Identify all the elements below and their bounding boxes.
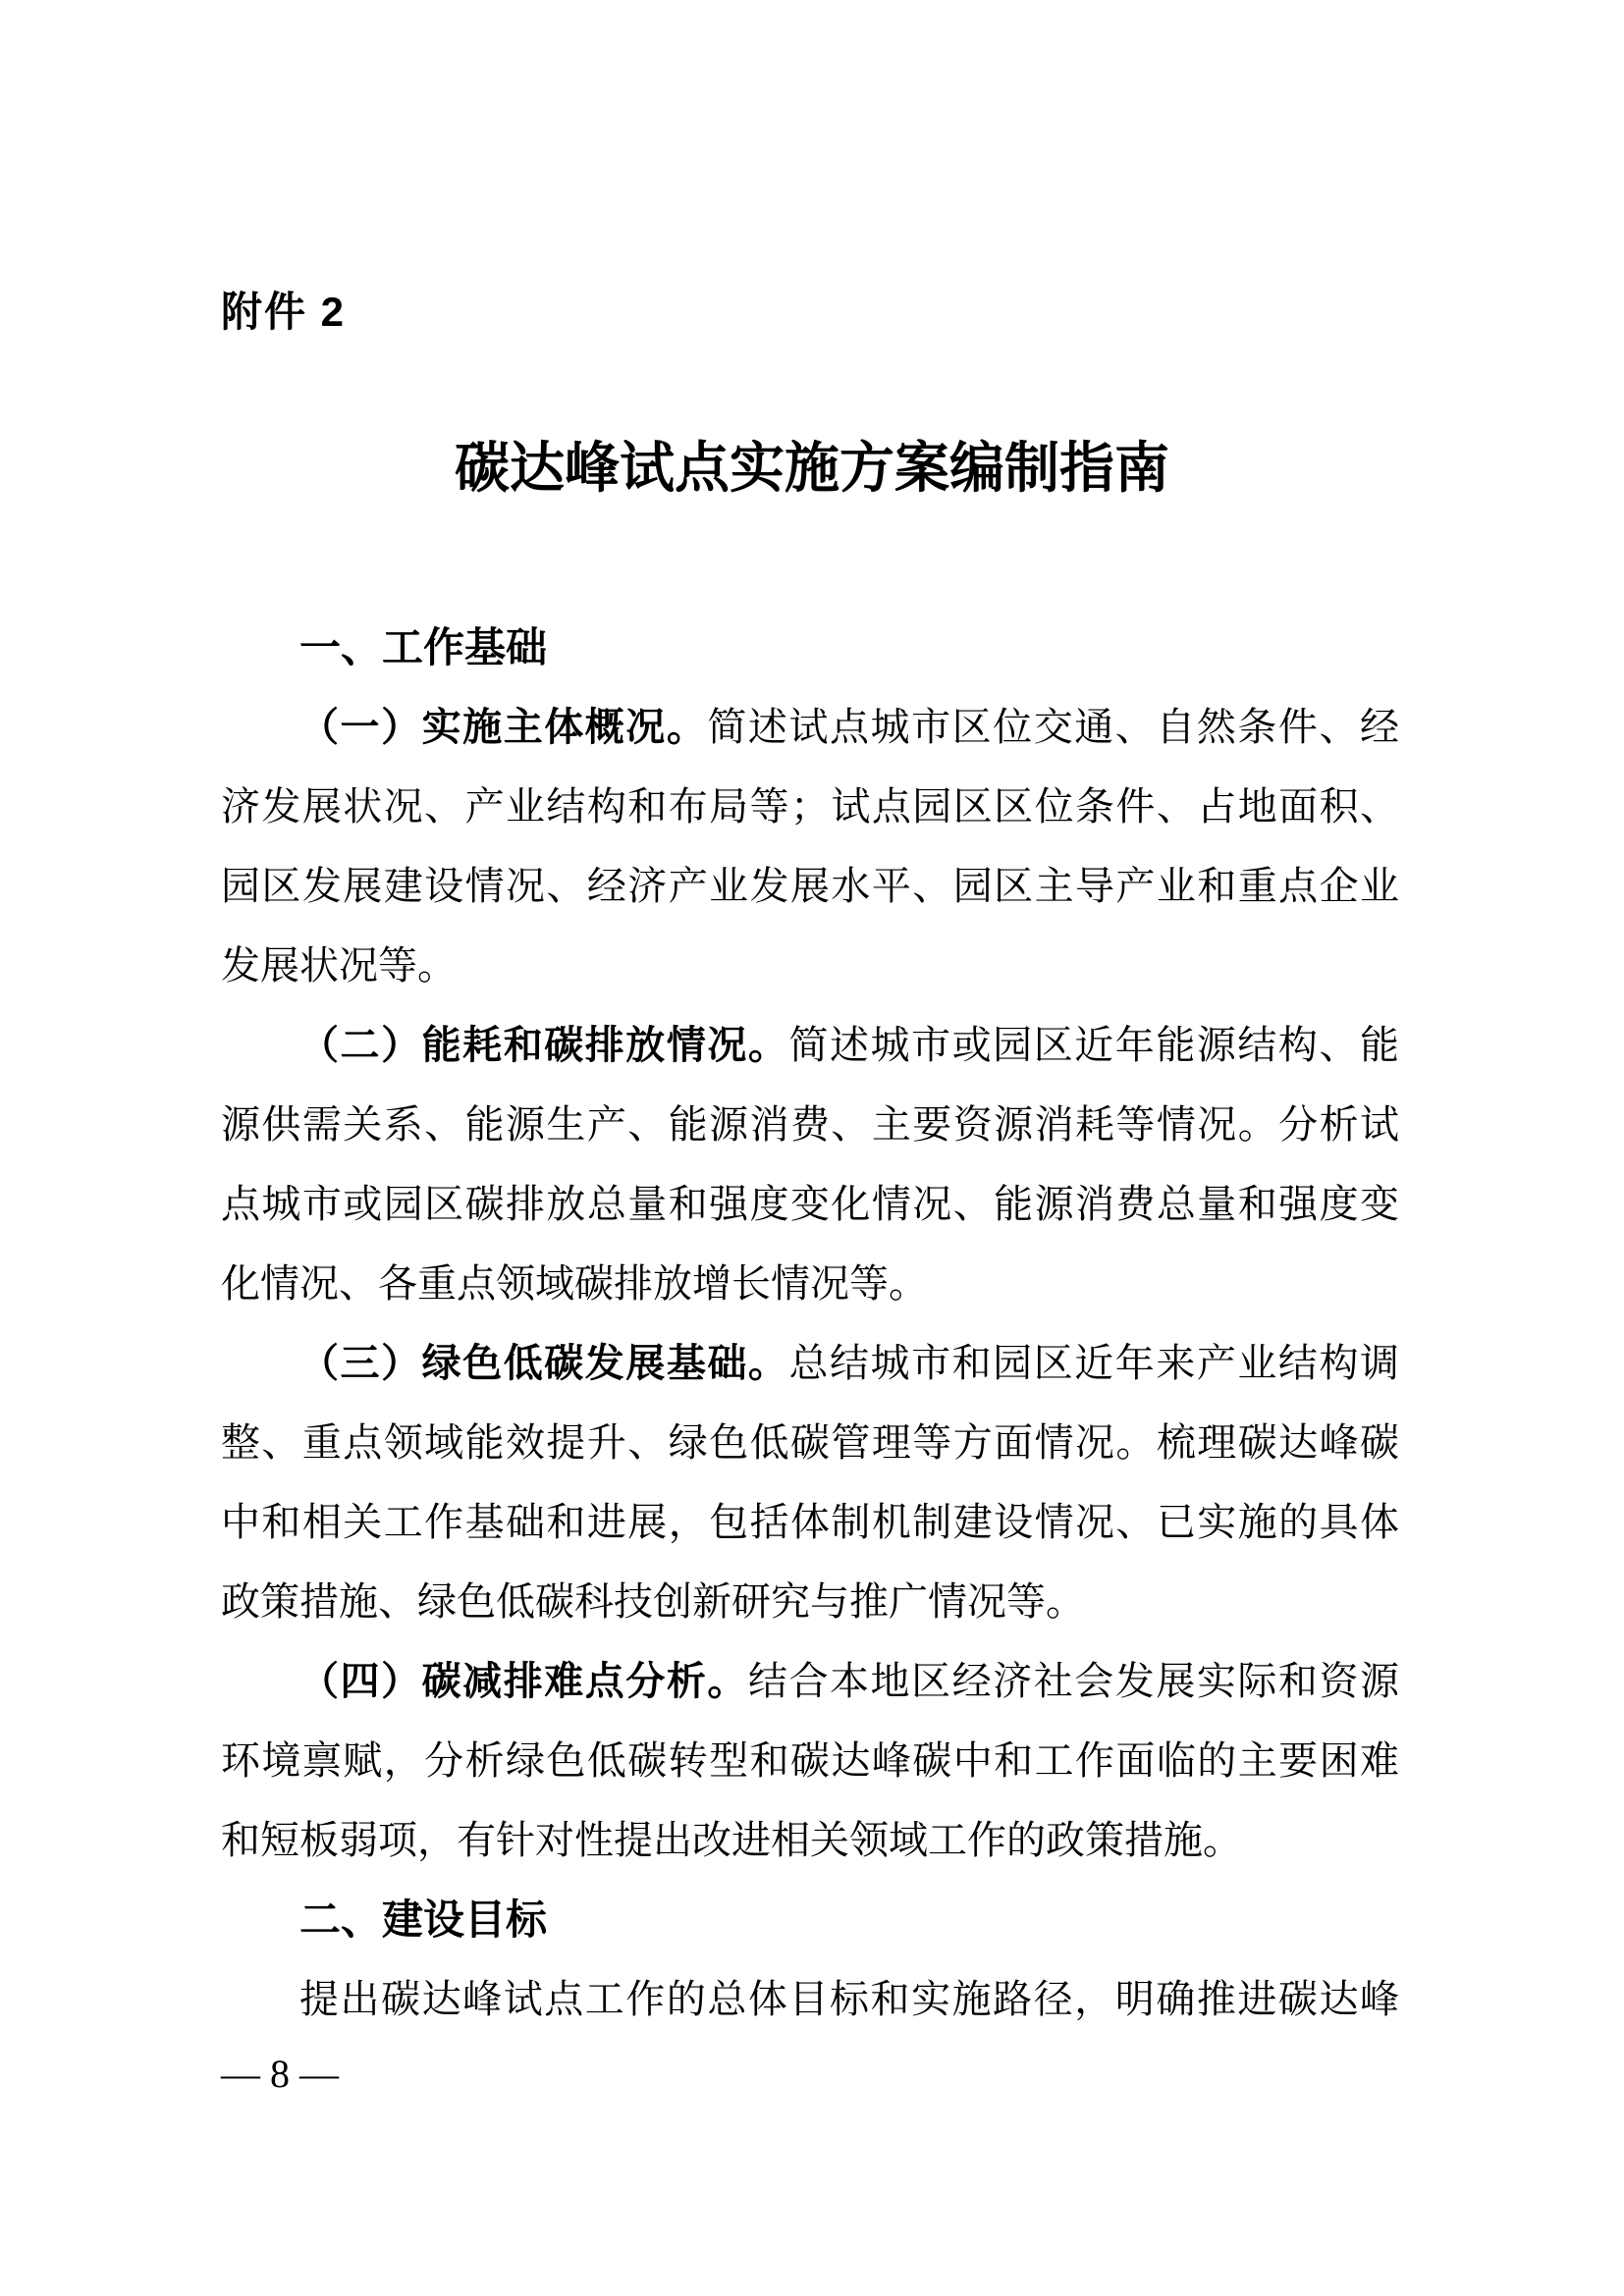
paragraph-line: 源供需关系、能源生产、能源消费、主要资源消耗等情况。分析试: [221, 1102, 1399, 1147]
paragraph-lead: （四）碳减排难点分析。: [299, 1659, 748, 1703]
paragraph-lead: （一）实施主体概况。: [299, 705, 708, 749]
paragraph-lead: （三）绿色低碳发展基础。: [299, 1341, 789, 1385]
paragraph-line: 园区发展建设情况、经济产业发展水平、园区主导产业和重点企业: [221, 864, 1399, 908]
paragraph-text: 结合本地区经济社会发展实际和资源: [747, 1659, 1399, 1703]
paragraph-text: 总结城市和园区近年来产业结构调: [788, 1341, 1399, 1385]
document-title: 碳达峰试点实施方案编制指南: [455, 439, 1169, 500]
paragraph-line: 提出碳达峰试点工作的总体目标和实施路径，明确推进碳达峰: [299, 1977, 1399, 2021]
section-heading: 一、工作基础: [299, 624, 548, 670]
paragraph-lead: （二）能耗和碳排放情况。: [299, 1023, 789, 1067]
paragraph-line: [221, 687, 1399, 767]
paragraph-line: 发展状况等。: [221, 943, 457, 988]
paragraph-line: 环境禀赋，分析绿色低碳转型和碳达峰碳中和工作面临的主要困难: [221, 1738, 1399, 1783]
page-number: — 8 —: [221, 2052, 339, 2096]
paragraph-text: 简述试点城市区位交通、自然条件、经: [707, 705, 1399, 749]
paragraph-line: 点城市或园区碳排放总量和强度变化情况、能源消费总量和强度变: [221, 1182, 1399, 1226]
paragraph-line: [221, 1641, 1399, 1721]
attachment-label: 附件 2: [221, 289, 347, 335]
paragraph-line: 中和相关工作基础和进展，包括体制机制建设情况、已实施的具体: [221, 1500, 1399, 1544]
paragraph-line: 整、重点领域能效提升、绿色低碳管理等方面情况。梳理碳达峰碳: [221, 1420, 1399, 1465]
paragraph-line: 和短板弱项，有针对性提出改进相关领域工作的政策措施。: [221, 1818, 1242, 1862]
paragraph-text: 简述城市或园区近年能源结构、能: [788, 1023, 1399, 1067]
paragraph-line: 济发展状况、产业结构和布局等；试点园区区位条件、占地面积、: [221, 784, 1399, 828]
paragraph-line: [221, 1323, 1399, 1403]
paragraph-line: [221, 1005, 1399, 1085]
document-body: [221, 608, 1399, 2039]
section-heading: 二、建设目标: [299, 1896, 548, 1943]
paragraph-line: 政策措施、绿色低碳科技创新研究与推广情况等。: [221, 1579, 1085, 1624]
paragraph-line: 化情况、各重点领域碳排放增长情况等。: [221, 1261, 928, 1306]
